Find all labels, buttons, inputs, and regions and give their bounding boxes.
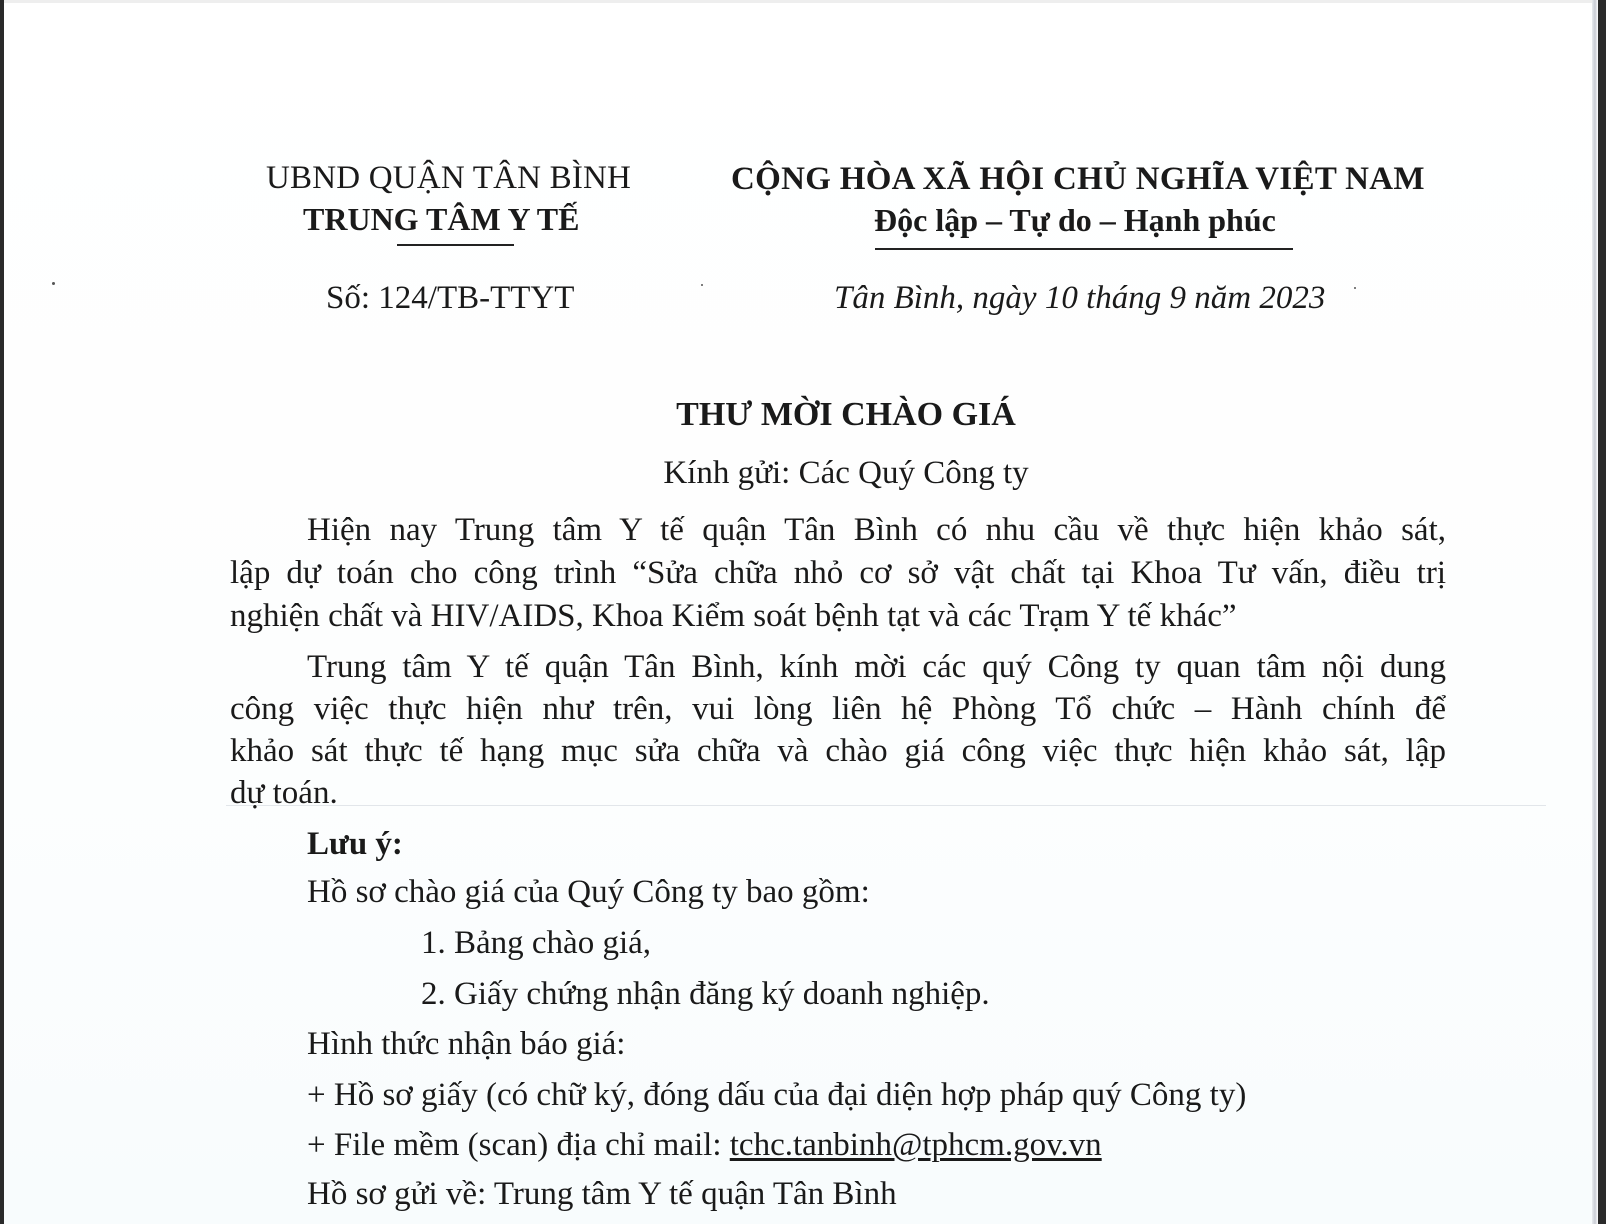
org-name: TRUNG TÂM Y TẾ bbox=[303, 201, 580, 237]
receive-heading: Hình thức nhận báo giá: bbox=[307, 1026, 626, 1062]
paragraph-2-line: dự toán. bbox=[230, 775, 338, 811]
paragraph-2-line: Trung tâm Y tế quận Tân Bình, kính mời các quý Công ty quan tâm nội dung bbox=[307, 649, 1446, 685]
receive-method-email-label: + File mềm (scan) địa chỉ mail: bbox=[307, 1127, 730, 1163]
email-link[interactable]: tchc.tanbinh@tphcm.gov.vn bbox=[729, 1127, 1102, 1163]
receive-method-email bbox=[307, 1127, 1102, 1164]
page-right-edge bbox=[1592, 0, 1598, 1224]
paragraph-1-line: nghiện chất và HIV/AIDS, Khoa Kiểm soát bệnh tạt và các Trạm Y tế khác” bbox=[230, 598, 1237, 634]
send-to: Hồ sơ gửi về: Trung tâm Y tế quận Tân Bình bbox=[307, 1176, 897, 1212]
scan-speck bbox=[701, 284, 703, 286]
scan-speck bbox=[52, 282, 55, 285]
scan-speck bbox=[1354, 287, 1356, 289]
paragraph-2-line: khảo sát thực tế hạng mục sửa chữa và chào giá công việc thực hiện khảo sát, lập bbox=[230, 733, 1446, 769]
national-motto: Độc lập – Tự do – Hạnh phúc bbox=[874, 202, 1276, 238]
document-number: Số: 124/TB-TTYT bbox=[326, 280, 575, 316]
paragraph-1-line: lập dự toán cho công trình “Sửa chữa nhỏ cơ sở vật chất tại Khoa Tư vấn, điều trị bbox=[230, 555, 1446, 591]
scan-artifact-line bbox=[226, 805, 1546, 806]
document-page bbox=[4, 0, 1596, 1224]
document-title: THƯ MỜI CHÀO GIÁ bbox=[676, 396, 1016, 433]
greeting: Kính gửi: Các Quý Công ty bbox=[663, 455, 1029, 491]
motto-underline bbox=[875, 248, 1293, 250]
org-underline bbox=[397, 244, 514, 246]
receive-method-paper: + Hồ sơ giấy (có chữ ký, đóng dấu của đại diện hợp pháp quý Công ty) bbox=[307, 1077, 1247, 1113]
dossier-intro: Hồ sơ chào giá của Quý Công ty bao gồm: bbox=[307, 874, 870, 910]
place-date: Tân Bình, ngày 10 tháng 9 năm 2023 bbox=[834, 280, 1326, 316]
note-heading: Lưu ý: bbox=[307, 826, 403, 862]
page-top-edge bbox=[4, 0, 1596, 3]
dossier-item: 1. Bảng chào giá, bbox=[421, 925, 652, 961]
paragraph-1-line: Hiện nay Trung tâm Y tế quận Tân Bình có nhu cầu về thực hiện khảo sát, bbox=[307, 512, 1446, 548]
dossier-item: 2. Giấy chứng nhận đăng ký doanh nghiệp. bbox=[421, 976, 990, 1012]
paragraph-2-line: công việc thực hiện như trên, vui lòng liên hệ Phòng Tổ chức – Hành chính để bbox=[230, 691, 1446, 727]
national-title: CỘNG HÒA XÃ HỘI CHỦ NGHĨA VIỆT NAM bbox=[731, 161, 1425, 197]
org-parent: UBND QUẬN TÂN BÌNH bbox=[266, 160, 632, 196]
